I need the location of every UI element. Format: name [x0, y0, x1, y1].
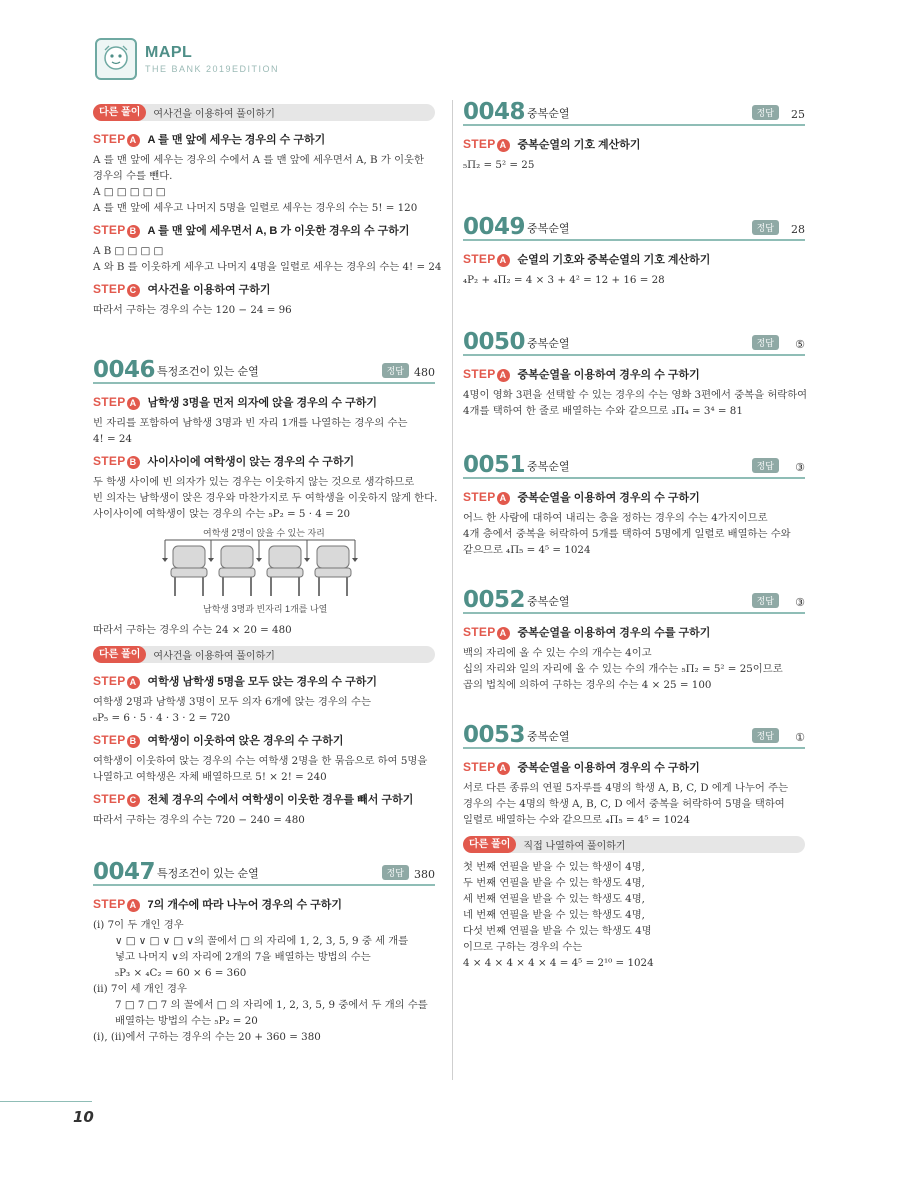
right-column — [463, 99, 808, 971]
problem-header-0049 — [463, 215, 805, 241]
step-label: STEP B — [93, 223, 140, 238]
brand-subtitle: THE BANK 2019EDITION — [145, 64, 280, 74]
problem-title: 중복순열 — [527, 223, 570, 235]
text-line: 빈 의자는 남학생이 앉은 경우와 마찬가지로 두 여학생을 이웃하지 않게 한다. — [93, 492, 438, 504]
problem-title: 중복순열 — [527, 731, 570, 743]
step-a — [463, 624, 805, 640]
figure-caption-bottom: 남학생 3명과 빈자리 1개를 나열 — [203, 604, 328, 614]
alt-solution-text: 여사건을 이용하여 풀이하기 — [153, 109, 275, 120]
step-text: 남학생 3명을 먼저 의자에 앉을 경우의 수 구하기 — [147, 397, 377, 409]
step-text: A 를 맨 앞에 세우는 경우의 수 구하기 — [147, 134, 326, 146]
problem-header-0046 — [93, 358, 435, 384]
answer-tag: 정답 — [752, 458, 779, 473]
case-heading: (ⅰ) 7이 두 개인 경우 — [93, 919, 184, 931]
problem-number: 0050 — [463, 329, 526, 355]
alt-solution-bar — [463, 836, 805, 853]
step-a — [93, 394, 435, 410]
chairs-figure — [93, 526, 435, 614]
text-line: 같으므로 ₄Π₅ = 4⁵ = 1024 — [463, 544, 591, 556]
text-line: 여학생이 이웃하여 앉는 경우의 수는 여학생 2명을 한 묶음으로 하여 5명을 — [93, 755, 428, 767]
text-line: ₄P₂ + ₄Π₂ = 4 × 3 + 4² = 12 + 16 = 28 — [463, 274, 665, 286]
step-a — [93, 896, 435, 912]
text-line: 4개 층에서 중복을 허락하여 5개를 택하여 5명에게 일렬로 배열하는 수와 — [463, 528, 791, 540]
alt-solution-tag: 다른 풀이 — [93, 104, 146, 121]
step-text: 여학생이 이웃하여 앉은 경우의 수 구하기 — [147, 735, 344, 747]
answer-tag: 정답 — [382, 363, 409, 378]
step-c — [93, 791, 435, 807]
problem-header-0047 — [93, 860, 435, 886]
text-line: 세 번째 연필을 받을 수 있는 학생도 4명, — [463, 893, 645, 905]
step-text: 여사건을 이용하여 구하기 — [147, 284, 271, 296]
text-line: 경우의 수는 4명의 학생 A, B, C, D 에서 중복을 허락하여 5명을 택하여 — [463, 798, 785, 810]
text-line: 여학생 2명과 남학생 3명이 모두 의자 6개에 앉는 경우의 수는 — [93, 696, 371, 708]
answer-value: 28 — [791, 223, 805, 236]
text-line: 빈 자리를 포함하여 남학생 3명과 빈 자리 1개를 나열하는 경우의 수는 — [93, 417, 408, 429]
text-line: 따라서 구하는 경우의 수는 720 − 240 = 480 — [93, 814, 305, 826]
problem-title: 특정조건이 있는 순열 — [157, 868, 259, 880]
step-label: STEP A — [93, 395, 140, 410]
step-label: STEP A — [93, 132, 140, 147]
answer-value: 380 — [414, 868, 435, 881]
step-label: STEP A — [463, 625, 510, 640]
step-text: 중복순열을 이용하여 경우의 수 구하기 — [517, 369, 700, 381]
problem-header-0050 — [463, 330, 805, 356]
step-text: 여학생 남학생 5명을 모두 앉는 경우의 수 구하기 — [147, 676, 377, 688]
answer-value: ① — [795, 731, 805, 744]
text-line: A 를 맨 앞에 세우는 경우의 수에서 A 를 맨 앞에 세우면서 A, B 가 이웃한 — [93, 154, 424, 166]
step-text: A 를 맨 앞에 세우면서 A, B 가 이웃한 경우의 수 구하기 — [147, 225, 410, 237]
text-line: 4! = 24 — [93, 433, 132, 445]
step-b — [93, 222, 435, 238]
problem-number: 0051 — [463, 452, 526, 478]
text-line: 경우의 수를 뺀다. — [93, 170, 173, 182]
problem-number: 0052 — [463, 587, 526, 613]
text-line: ₅P₃ × ₄C₂ = 60 × 6 = 360 — [115, 967, 247, 979]
answer-tag: 정답 — [752, 105, 779, 120]
text-line: 첫 번째 연필을 받을 수 있는 학생이 4명, — [463, 861, 645, 873]
step-label: STEP A — [463, 760, 510, 775]
text-line: 4개를 택하여 한 줄로 배열하는 수와 같으므로 ₃Π₄ = 3⁴ = 81 — [463, 405, 743, 417]
column-divider — [452, 100, 453, 1080]
text-line: 두 번째 연필을 받을 수 있는 학생도 4명, — [463, 877, 645, 889]
step-a — [93, 673, 435, 689]
step-b — [93, 453, 435, 469]
step-text: 중복순열을 이용하여 경우의 수를 구하기 — [517, 627, 711, 639]
problem-header-0048 — [463, 100, 805, 126]
text-line: 7 □ 7 □ 7 의 꼴에서 □ 의 자리에 1, 2, 3, 5, 9 중에서 두 개의 수를 — [115, 999, 428, 1011]
step-b — [93, 732, 435, 748]
answer-value: ③ — [795, 461, 805, 474]
text-line: 넣고 나머지 ∨의 자리에 2개의 7을 배열하는 방법의 수는 — [115, 951, 371, 963]
step-a — [463, 366, 805, 382]
problem-header-0053 — [463, 723, 805, 749]
step-label: STEP A — [463, 490, 510, 505]
step-c — [93, 281, 435, 297]
step-a — [463, 759, 805, 775]
text-line: A B □ □ □ □ — [93, 245, 164, 257]
text-line: A 를 맨 앞에 세우고 나머지 5명을 일렬로 세우는 경우의 수는 5! = 120 — [93, 202, 418, 214]
problem-header-0052 — [463, 588, 805, 614]
problem-title: 특정조건이 있는 순열 — [157, 366, 259, 378]
problem-number: 0046 — [93, 357, 156, 383]
chairs-illustration-icon — [93, 526, 435, 614]
alt-solution-text: 여사건을 이용하여 풀이하기 — [153, 651, 275, 662]
step-label: STEP C — [93, 282, 140, 297]
alt-solution-tag: 다른 풀이 — [93, 646, 146, 663]
text-line: 4 × 4 × 4 × 4 × 4 = 4⁵ = 2¹⁰ = 1024 — [463, 957, 654, 969]
text-line: A □ □ □ □ □ — [93, 186, 166, 198]
page-number: 10 — [73, 1108, 94, 1126]
problem-title: 중복순열 — [527, 461, 570, 473]
step-label: STEP A — [463, 367, 510, 382]
text-line: 다섯 번째 연필을 받을 수 있는 학생도 4명 — [463, 925, 652, 937]
step-text: 중복순열을 이용하여 경우의 수 구하기 — [517, 492, 700, 504]
text-line: 두 학생 사이에 빈 의자가 있는 경우는 이웃하지 않는 것으로 생각하므로 — [93, 476, 415, 488]
problem-header-0051 — [463, 453, 805, 479]
alt-solution-bar — [93, 104, 435, 121]
step-label: STEP A — [463, 137, 510, 152]
step-text: 중복순열을 이용하여 경우의 수 구하기 — [517, 762, 700, 774]
problem-number: 0048 — [463, 99, 526, 125]
answer-tag: 정답 — [752, 593, 779, 608]
text-line: ∨ □ ∨ □ ∨ □ ∨의 꼴에서 □ 의 자리에 1, 2, 3, 5, 9 중 세 개를 — [115, 935, 409, 947]
mascot-logo-icon — [95, 38, 137, 80]
text-line: ₆P₅ = 6 · 5 · 4 · 3 · 2 = 720 — [93, 712, 231, 724]
alt-solution-tag: 다른 풀이 — [463, 836, 516, 853]
problem-number: 0047 — [93, 859, 156, 885]
text-line: 백의 자리에 올 수 있는 수의 개수는 4이고 — [463, 647, 652, 659]
text-line: 일렬로 배열하는 수와 같으므로 ₄Π₅ = 4⁵ = 1024 — [463, 814, 690, 826]
step-text: 7의 개수에 따라 나누어 경우의 수 구하기 — [147, 899, 343, 911]
alt-solution-bar — [93, 646, 435, 663]
step-text: 중복순열의 기호 계산하기 — [517, 139, 641, 151]
problem-title: 중복순열 — [527, 338, 570, 350]
text-line: 사이사이에 여학생이 앉는 경우의 수는 ₅P₂ = 5 · 4 = 20 — [93, 508, 351, 520]
left-column — [93, 100, 442, 1045]
step-text: 전체 경우의 수에서 여학생이 이웃한 경우를 빼서 구하기 — [147, 794, 414, 806]
case-heading: (ⅱ) 7이 세 개인 경우 — [93, 983, 187, 995]
answer-value: 480 — [414, 366, 435, 379]
step-label: STEP A — [93, 674, 140, 689]
text-line: 어느 한 사람에 대하여 내리는 층을 정하는 경우의 수는 4가지이므로 — [463, 512, 768, 524]
step-label: STEP A — [463, 252, 510, 267]
answer-tag: 정답 — [752, 220, 779, 235]
step-text: 순열의 기호와 중복순열의 기호 계산하기 — [517, 254, 711, 266]
step-label: STEP C — [93, 792, 140, 807]
answer-value: ③ — [795, 596, 805, 609]
answer-value: ⑤ — [795, 338, 805, 351]
answer-tag: 정답 — [752, 335, 779, 350]
problem-number: 0049 — [463, 214, 526, 240]
text-line: 4명이 영화 3편을 선택할 수 있는 경우의 수는 영화 3편에서 중복을 허락하여 — [463, 389, 808, 401]
step-label: STEP B — [93, 454, 140, 469]
text-line: 나열하고 여학생은 자체 배열하므로 5! × 2! = 240 — [93, 771, 327, 783]
text-line: 십의 자리와 일의 자리에 올 수 있는 수의 개수는 ₅Π₂ = 5² = 25이므로 — [463, 663, 783, 675]
text-line: A 와 B 를 이웃하게 세우고 나머지 4명을 일렬로 세우는 경우의 수는 4! = 24 — [93, 261, 442, 273]
problem-number: 0053 — [463, 722, 526, 748]
footer-rule — [0, 1101, 92, 1102]
text-line: 네 번째 연필을 받을 수 있는 학생도 4명, — [463, 909, 645, 921]
step-text: 사이사이에 여학생이 앉는 경우의 수 구하기 — [147, 456, 355, 468]
figure-caption-top: 여학생 2명이 앉을 수 있는 자리 — [203, 528, 325, 538]
step-label: STEP A — [93, 897, 140, 912]
brand-title: MAPL — [145, 44, 193, 61]
step-a — [463, 136, 805, 152]
text-line: ₅Π₂ = 5² = 25 — [463, 159, 535, 171]
step-a — [463, 251, 805, 267]
problem-title: 중복순열 — [527, 596, 570, 608]
text-line: 배열하는 방법의 수는 ₅P₂ = 20 — [115, 1015, 258, 1027]
alt-solution-text: 직접 나열하여 풀이하기 — [523, 841, 626, 852]
text-line: (ⅰ), (ⅱ)에서 구하는 경우의 수는 20 + 360 = 380 — [93, 1031, 321, 1043]
problem-title: 중복순열 — [527, 108, 570, 120]
answer-tag: 정답 — [752, 728, 779, 743]
answer-value: 25 — [791, 108, 805, 121]
text-line: 따라서 구하는 경우의 수는 120 − 24 = 96 — [93, 304, 292, 316]
step-a — [93, 131, 435, 147]
answer-tag: 정답 — [382, 865, 409, 880]
text-line: 서로 다른 종류의 연필 5자루를 4명의 학생 A, B, C, D 에게 나누어 주는 — [463, 782, 789, 794]
step-a — [463, 489, 805, 505]
step-label: STEP B — [93, 733, 140, 748]
text-line: 이므로 구하는 경우의 수는 — [463, 941, 583, 953]
text-line: 곱의 법칙에 의하여 구하는 경우의 수는 4 × 25 = 100 — [463, 679, 712, 691]
text-line: 따라서 구하는 경우의 수는 24 × 20 = 480 — [93, 624, 292, 636]
